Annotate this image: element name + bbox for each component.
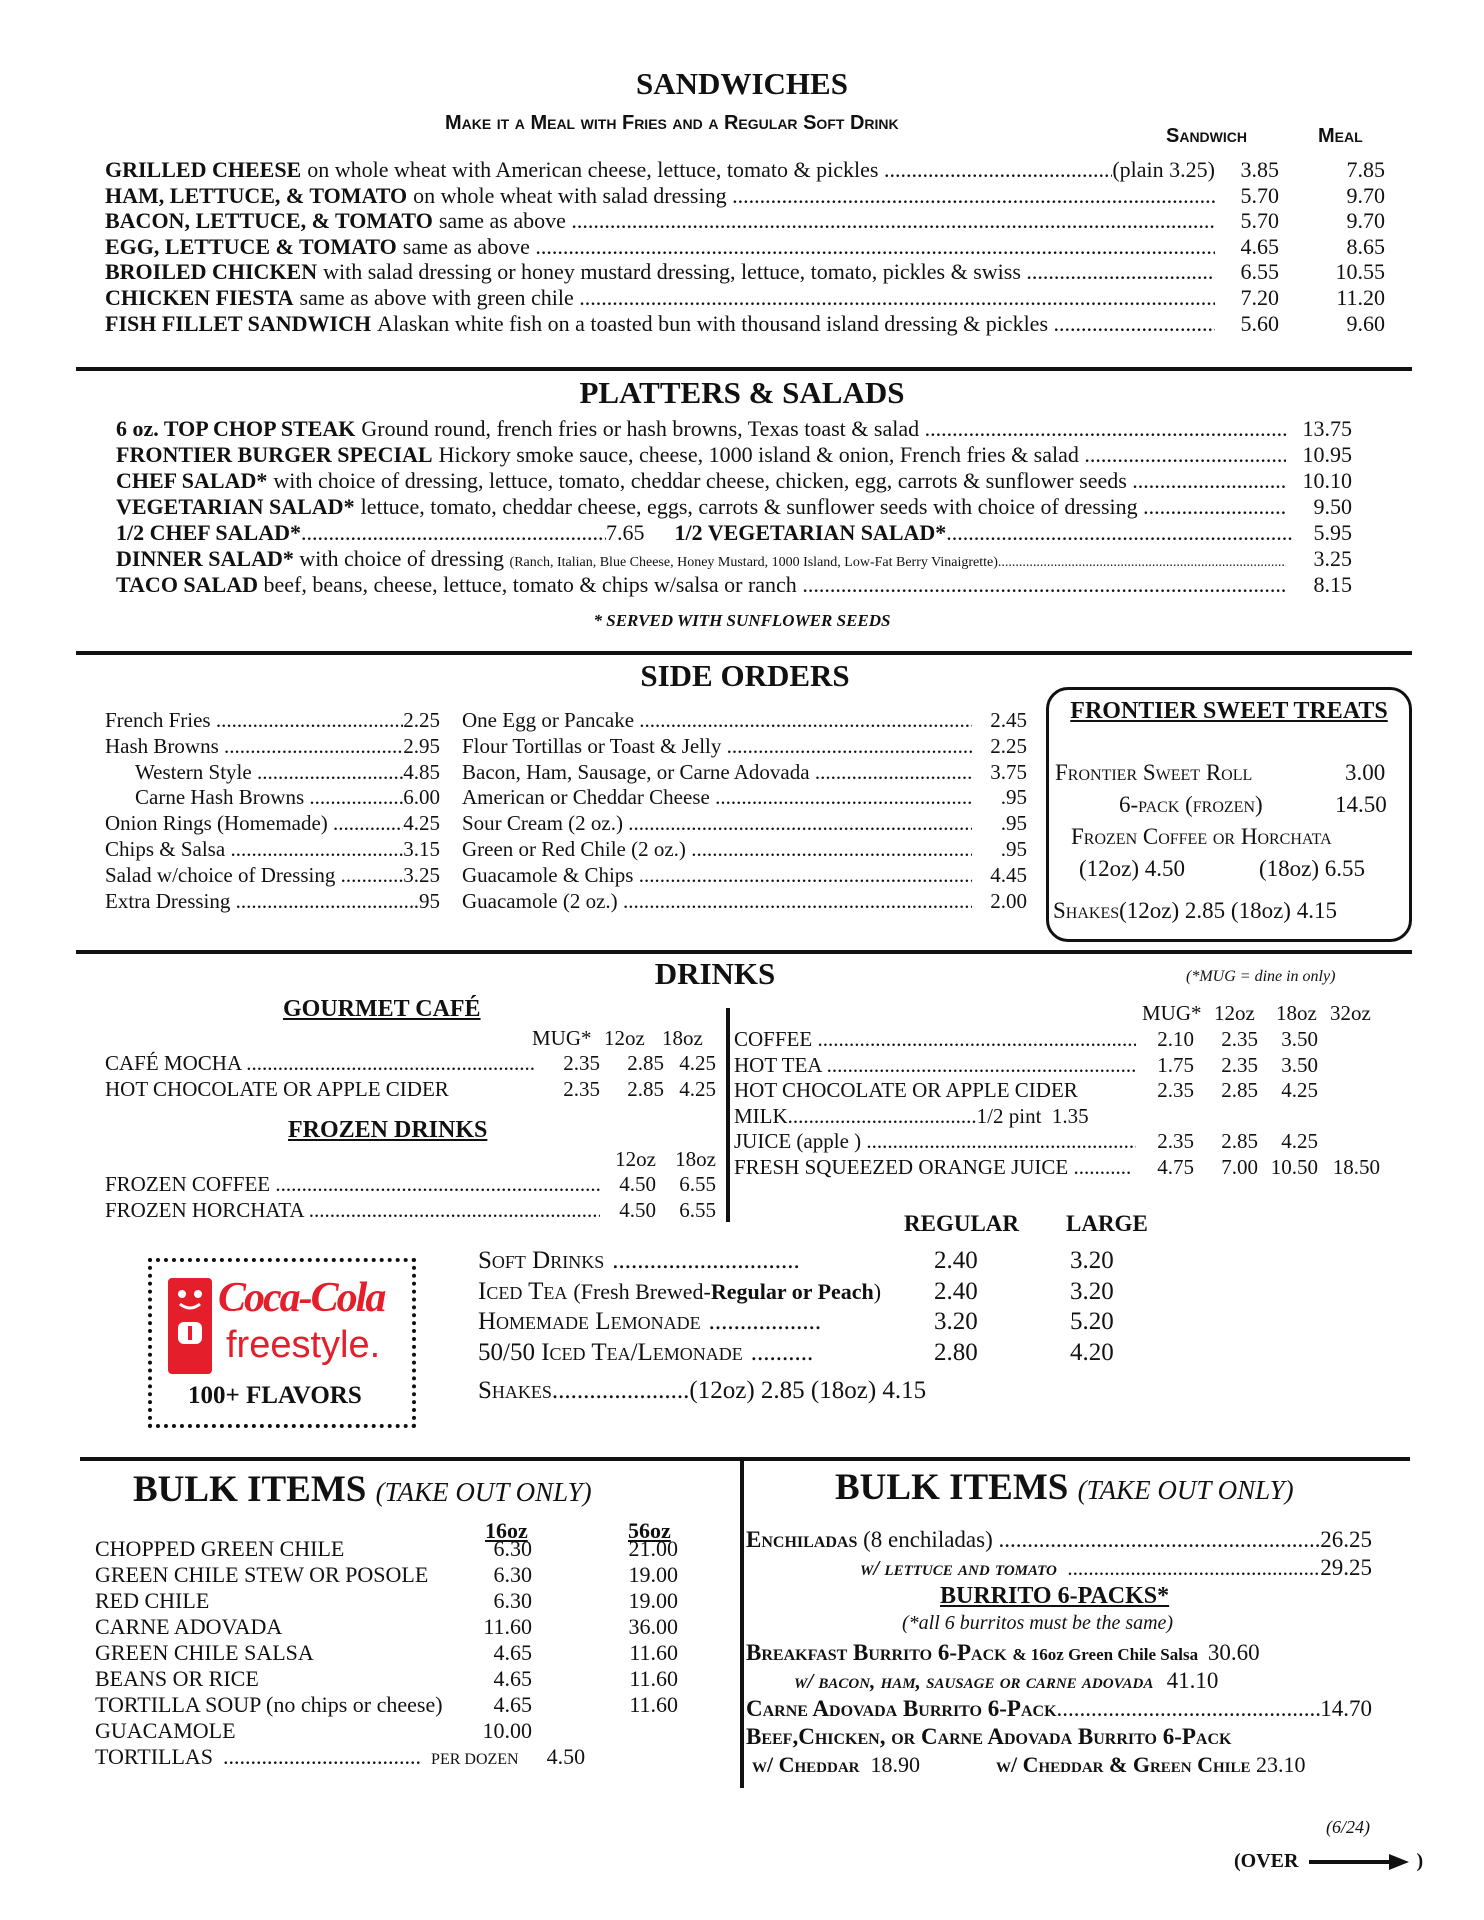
drinks-item	[734, 1104, 1089, 1129]
soft-regular: 2.40	[934, 1247, 978, 1274]
soft-item	[478, 1339, 813, 1367]
side-item	[462, 734, 1027, 759]
side-item	[135, 760, 440, 785]
side-price: 3.25	[403, 862, 440, 887]
bulk-16oz: 6.30	[493, 1588, 532, 1613]
col-sandwich: Sandwich	[1166, 125, 1247, 147]
gourmet-price: 2.85	[627, 1051, 664, 1075]
drinks-price: 3.50	[1281, 1052, 1318, 1077]
side-item	[462, 889, 1027, 914]
sandwich-note: (plain 3.25)	[1112, 157, 1215, 182]
soft-item	[478, 1247, 800, 1275]
col-meal: Meal	[1318, 125, 1363, 147]
drinks-item	[734, 1129, 1136, 1154]
side-price: 2.95	[403, 733, 440, 758]
platters-title: PLATTERS & SALADS	[579, 375, 905, 410]
sweet-frozen: Frozen Coffee or Horchata	[1071, 824, 1332, 849]
divider	[76, 651, 1412, 655]
bulk-item-name: GUACAMOLE	[95, 1718, 236, 1743]
col-large: LARGE	[1066, 1211, 1148, 1236]
drinks-price: 2.35	[1221, 1027, 1258, 1051]
platter-name: VEGETARIAN SALAD*	[116, 494, 355, 519]
cheddar-row: w/ Cheddar 18.90	[752, 1752, 921, 1777]
side-price: .95	[413, 888, 440, 913]
bulk-item-name: RED CHILE	[95, 1588, 210, 1613]
side-price: 3.75	[990, 759, 1027, 784]
soft-paren: )	[873, 1278, 882, 1304]
side-item	[105, 863, 440, 888]
sandwich-name: CHICKEN FIESTA	[105, 285, 294, 310]
platter-desc: with choice of dressing, lettuce, tomato, cheddar cheese, chicken, egg, carrots & sunflower seeds .....	[273, 468, 1286, 494]
sandwich-name: GRILLED CHEESE	[105, 157, 302, 182]
drinks-head: 32oz	[1330, 1001, 1371, 1025]
sweet-shakes: Shakes(12oz) 2.85 (18oz) 4.15	[1053, 898, 1337, 923]
sweet-frozen-12: (12oz) 4.50	[1079, 856, 1186, 881]
leader: ..............................	[612, 1247, 800, 1274]
frozen-price: 4.50	[619, 1172, 656, 1196]
drinks-price: 10.50	[1270, 1155, 1318, 1179]
divider	[80, 1457, 1410, 1461]
platter-row	[116, 494, 1352, 520]
side-item	[462, 837, 1027, 862]
side-price: .95	[1000, 837, 1027, 861]
gourmet-name: CAFÉ MOCHA .....	[105, 1051, 535, 1076]
bulk-item-name: TORTILLA SOUP (no chips or cheese)	[95, 1692, 443, 1717]
gourmet-title: GOURMET CAFÉ	[283, 996, 481, 1022]
coca-cola-logo: Coca-Cola	[218, 1275, 385, 1321]
dinner-name: DINNER SALAD*	[116, 546, 294, 571]
bulk-left-title: BULK ITEMS (TAKE OUT ONLY)	[133, 1469, 592, 1510]
side-name: Guacamole & Chips .....	[462, 863, 972, 888]
sandwich-price: 7.20	[1240, 285, 1279, 310]
side-item	[105, 708, 440, 733]
mug-note: (*MUG = dine in only)	[1186, 968, 1336, 985]
drinks-head: 12oz	[1214, 1001, 1255, 1025]
beef-row: Beef,Chicken, or Carne Adovada Burrito 6-Pack	[746, 1724, 1232, 1749]
drinks-price: 2.35	[1157, 1129, 1194, 1154]
menu-date: (6/24)	[1326, 1817, 1370, 1837]
bulk-divider	[740, 1458, 744, 1788]
soft-name: Soft Drinks	[478, 1247, 605, 1274]
bulk-head-56: 56oz	[628, 1518, 671, 1543]
drinks-price: 7.00	[1221, 1155, 1258, 1179]
platter-name: FRONTIER BURGER SPECIAL	[116, 442, 433, 467]
platter-desc: Hickory smoke sauce, cheese, 1000 island & onion, French fries & salad .....	[439, 442, 1286, 468]
gourmet-price: 2.35	[563, 1051, 600, 1075]
taco-salad-row: TACO SALAD beef, beans, cheese, lettuce, tomato & chips w/salsa or ranch ..... 8.15	[116, 572, 1352, 598]
enchiladas-row: Enchiladas (8 enchiladas) ..... 26.25	[746, 1527, 1372, 1553]
sandwiches-subtitle: Make it a Meal with Fries and a Regular Soft Drink	[445, 112, 899, 134]
platter-price: 10.10	[1302, 468, 1352, 493]
soft-large: 5.20	[1070, 1308, 1114, 1335]
sandwich-desc: same as above with green chile .....	[299, 285, 1215, 311]
gourmet-price: 2.85	[627, 1076, 664, 1101]
soft-large: 4.20	[1070, 1338, 1114, 1366]
sweet-roll-price: 3.00	[1345, 760, 1386, 785]
drinks-name: HOT TEA .....	[734, 1053, 1136, 1078]
half-chef-price: 7.65	[605, 520, 645, 545]
drinks-price: 4.75	[1157, 1155, 1194, 1179]
soft-name: 50/50 Iced Tea/Lemonade	[478, 1338, 743, 1366]
side-item	[105, 837, 440, 862]
coke-freestyle-box	[148, 1258, 416, 1428]
bulk-56oz: 11.60	[629, 1640, 678, 1665]
side-name: American or Cheddar Cheese .....	[462, 785, 972, 810]
side-name: Hash Browns .....	[105, 734, 403, 759]
soft-bold: Regular or Peach	[710, 1278, 874, 1304]
drinks-name: FRESH SQUEEZED ORANGE JUICE .....	[734, 1155, 1132, 1180]
gourmet-name: HOT CHOCOLATE OR APPLE CIDER	[105, 1076, 449, 1101]
sandwich-row	[105, 208, 1385, 234]
soft-large: 3.20	[1070, 1247, 1114, 1274]
sandwich-row	[105, 234, 1385, 260]
sandwich-name: HAM, LETTUCE, & TOMATO	[105, 182, 408, 208]
sandwich-name: BROILED CHICKEN	[105, 259, 318, 285]
drinks-name: MILK	[734, 1103, 788, 1128]
side-price: 2.25	[403, 708, 440, 732]
platter-row	[116, 442, 1352, 468]
gourmet-item	[105, 1077, 535, 1102]
platter-name: CHEF SALAD*	[116, 468, 268, 493]
sandwich-desc: with salad dressing or honey mustard dressing, lettuce, tomato, pickles & swiss .....	[323, 259, 1215, 285]
breakfast-row: Breakfast Burrito 6-Pack & 16oz Green Chile Salsa 30.60	[746, 1640, 1260, 1665]
side-name: Carne Hash Browns .....	[135, 785, 403, 810]
drinks-head: MUG*	[1142, 1001, 1202, 1025]
meal-price: 11.20	[1336, 285, 1385, 310]
side-name: Western Style .....	[135, 760, 403, 785]
side-item	[462, 811, 1027, 836]
drinks-price: 4.25	[1281, 1129, 1318, 1154]
platter-row	[116, 416, 1352, 442]
drinks-name: COFFEE .....	[734, 1027, 1136, 1052]
bulk-16oz: 4.65	[493, 1666, 532, 1691]
drinks-price: 4.25	[1281, 1078, 1318, 1103]
bulk-16oz: 6.30	[493, 1562, 532, 1587]
sandwich-desc: same as above .....	[439, 208, 1215, 234]
side-price: 2.00	[990, 888, 1027, 913]
sandwich-desc: same as above .....	[403, 234, 1215, 260]
bulk-16oz: 10.00	[482, 1718, 532, 1743]
soft-item	[478, 1278, 881, 1306]
sweet-roll: Frontier Sweet Roll	[1055, 760, 1253, 785]
side-name: Extra Dressing .....	[105, 889, 414, 914]
bulk-head-16: 16oz	[485, 1518, 528, 1543]
bulk-56oz: 19.00	[628, 1562, 678, 1587]
frozen-name: FROZEN COFFEE .....	[105, 1172, 600, 1197]
soft-regular: 3.20	[934, 1308, 978, 1335]
over-label[interactable]: (OVER )	[1234, 1850, 1424, 1872]
sandwich-row	[105, 285, 1385, 311]
side-item	[462, 785, 1027, 810]
side-name: Flour Tortillas or Toast & Jelly .....	[462, 734, 972, 759]
side-price: 2.25	[990, 733, 1027, 758]
bulk-16oz: 11.60	[483, 1614, 532, 1639]
side-name: Salad w/choice of Dressing .....	[105, 863, 403, 888]
drinks-price: 18.50	[1332, 1155, 1380, 1179]
side-item	[105, 811, 440, 836]
burrito-note: (*all 6 burritos must be the same)	[902, 1612, 1174, 1634]
sandwiches-title: SANDWICHES	[636, 66, 848, 101]
drinks-price: 2.85	[1221, 1129, 1258, 1154]
half-veg-name: 1/2 VEGETARIAN SALAD*	[674, 520, 947, 545]
drinks-price: 2.35	[1221, 1052, 1258, 1077]
side-price: 4.25	[403, 811, 440, 836]
half-veg-price: 5.95	[1313, 520, 1352, 545]
sandwich-price: 4.65	[1240, 233, 1279, 259]
leader: ..........	[750, 1338, 814, 1366]
gourmet-price: 2.35	[563, 1076, 600, 1101]
platter-row	[116, 468, 1352, 494]
sandwich-name: BACON, LETTUCE, & TOMATO	[105, 208, 433, 234]
sandwich-desc: on whole wheat with American cheese, lettuce, tomato & pickles .....	[307, 157, 1112, 183]
divider	[76, 367, 1412, 371]
side-name: Sour Cream (2 oz.) .....	[462, 811, 972, 836]
platters-footnote: * SERVED WITH SUNFLOWER SEEDS	[593, 611, 891, 630]
sandwich-row	[105, 259, 1385, 285]
freestyle-logo: freestyle.	[226, 1324, 381, 1366]
bulk-56oz: 11.60	[629, 1666, 678, 1691]
sweet-frozen-18: (18oz) 6.55	[1259, 856, 1366, 881]
half-chef-name: 1/2 CHEF SALAD*	[116, 520, 301, 545]
drinks-head: 18oz	[1276, 1001, 1317, 1025]
drinks-shakes: Shakes......................(12oz) 2.85 (18oz) 4.15	[478, 1377, 927, 1404]
freestyle-machine-icon	[166, 1276, 214, 1376]
sandwich-price: 3.85	[1240, 157, 1279, 182]
bulk-item-name: CHOPPED GREEN CHILE	[95, 1536, 345, 1561]
bulk-56oz: 19.00	[628, 1588, 678, 1613]
col-regular: REGULAR	[904, 1211, 1020, 1236]
frozen-head: 12oz	[615, 1147, 656, 1171]
bulk-right-title: BULK ITEMS (TAKE OUT ONLY)	[835, 1467, 1294, 1508]
soft-large: 3.20	[1070, 1277, 1114, 1305]
sandwich-price: 5.70	[1240, 182, 1279, 208]
sandwich-row	[105, 183, 1385, 209]
drinks-price: 2.85	[1221, 1078, 1258, 1103]
bulk-16oz: 4.65	[493, 1692, 532, 1717]
carne-row: Carne Adovada Burrito 6-Pack ..... 14.70	[746, 1696, 1372, 1722]
sandwich-row	[105, 311, 1385, 337]
bulk-16oz: 4.65	[493, 1640, 532, 1665]
side-price: 2.45	[990, 708, 1027, 732]
side-price: .95	[1000, 785, 1027, 810]
platter-name: 6 oz. TOP CHOP STEAK	[116, 416, 356, 441]
enchiladas-lt-row: w/ lettuce and tomato ..... 29.25	[860, 1555, 1372, 1581]
platter-price: 9.50	[1313, 494, 1352, 519]
side-item	[462, 760, 1027, 785]
side-price: 3.15	[403, 837, 440, 861]
meal-price: 8.65	[1346, 233, 1385, 259]
platter-price: 13.75	[1302, 416, 1352, 441]
burrito-title: BURRITO 6-PACKS*	[940, 1583, 1170, 1609]
sandwich-row	[105, 157, 1385, 183]
sweet-title: FRONTIER SWEET TREATS	[1070, 698, 1388, 724]
meal-price: 9.70	[1346, 208, 1385, 234]
bulk-item-name: BEANS OR RICE	[95, 1666, 259, 1691]
leader: ....................................	[787, 1103, 977, 1128]
tortillas-row: TORTILLAS .................................... PER DOZEN 4.50	[95, 1744, 586, 1769]
dinner-price: 3.25	[1313, 546, 1352, 571]
meal-price: 9.70	[1346, 182, 1385, 208]
bulk-item-name: GREEN CHILE SALSA	[95, 1640, 314, 1665]
side-item	[105, 734, 440, 759]
meal-price: 9.60	[1346, 310, 1385, 336]
taco-price: 8.15	[1313, 572, 1352, 597]
sweet-treats-box	[1046, 687, 1412, 942]
side-price: .95	[1000, 811, 1027, 836]
gourmet-price: 4.25	[679, 1051, 716, 1075]
meal-price: 10.55	[1335, 259, 1385, 285]
drinks-item	[734, 1053, 1136, 1078]
drinks-name: JUICE (apple ) .....	[734, 1129, 1136, 1154]
frozen-name: FROZEN HORCHATA .....	[105, 1198, 600, 1223]
frozen-item	[105, 1198, 600, 1223]
platter-price: 10.95	[1302, 442, 1352, 467]
drinks-price: 1/2 pint 1.35	[976, 1103, 1089, 1128]
gourmet-item	[105, 1051, 535, 1076]
drinks-price: 2.35	[1157, 1078, 1194, 1103]
sweet-pack-price: 14.50	[1335, 792, 1387, 817]
cheddar-green-row: w/ Cheddar & Green Chile 23.10	[996, 1752, 1306, 1777]
bulk-56oz: 21.00	[628, 1536, 678, 1561]
frozen-title: FROZEN DRINKS	[288, 1117, 488, 1143]
soft-name: Iced Tea	[478, 1277, 568, 1305]
side-name: Onion Rings (Homemade) .....	[105, 811, 403, 836]
soft-item	[478, 1308, 821, 1336]
side-name: Chips & Salsa .....	[105, 837, 403, 862]
frozen-price: 6.55	[679, 1197, 716, 1222]
meal-price: 7.85	[1346, 157, 1385, 182]
bulk-16oz: 6.30	[493, 1536, 532, 1561]
frozen-price: 6.55	[679, 1172, 716, 1196]
drinks-name: HOT CHOCOLATE OR APPLE CIDER	[734, 1078, 1078, 1103]
sandwich-name: FISH FILLET SANDWICH	[105, 310, 372, 336]
side-item	[135, 785, 440, 810]
side-item	[462, 863, 1027, 888]
sandwich-desc: Alaskan white fish on a toasted bun with thousand island dressing & pickles .....	[377, 311, 1215, 337]
frozen-price: 4.50	[619, 1197, 656, 1222]
side-name: Guacamole (2 oz.) .....	[462, 889, 972, 914]
gourmet-head: 12oz	[604, 1026, 645, 1050]
dinner-salad-row: DINNER SALAD* with choice of dressing (Ranch, Italian, Blue Cheese, Honey Mustard, 1000 Island, Low-Fat Berry Vinaigrette) ..... 3.25	[116, 546, 1352, 572]
sweet-pack: 6-pack (frozen)	[1119, 792, 1263, 817]
drinks-item	[734, 1078, 1134, 1103]
drinks-item	[734, 1155, 1132, 1180]
side-name: One Egg or Pancake .....	[462, 708, 972, 733]
sandwich-price: 6.55	[1240, 259, 1279, 285]
gourmet-price: 4.25	[679, 1076, 716, 1101]
bacon-row: w/ bacon, ham, sausage or carne adovada 41.10	[794, 1668, 1219, 1693]
half-salads-row	[116, 520, 1352, 546]
drinks-item	[734, 1027, 1136, 1052]
drinks-price: 2.10	[1157, 1027, 1194, 1051]
platter-desc: lettuce, tomato, cheddar cheese, eggs, carrots & sunflower seeds with choice of dressing .....	[361, 494, 1286, 520]
bulk-56oz: 36.00	[628, 1614, 678, 1639]
drinks-divider	[726, 1008, 730, 1222]
arrow-right-icon	[1305, 1854, 1409, 1870]
gourmet-head: MUG*	[532, 1026, 592, 1050]
side-price: 6.00	[403, 785, 440, 810]
side-item	[105, 889, 440, 914]
frozen-head: 18oz	[675, 1147, 716, 1171]
soft-regular: 2.80	[934, 1338, 978, 1366]
sandwich-price: 5.60	[1240, 310, 1279, 336]
drinks-title: DRINKS	[654, 956, 776, 991]
bulk-item-name: CARNE ADOVADA	[95, 1614, 283, 1639]
side-item	[462, 708, 1027, 733]
side-name: French Fries .....	[105, 708, 403, 733]
side-name: Green or Red Chile (2 oz.) .....	[462, 837, 972, 862]
sandwich-price: 5.70	[1240, 208, 1279, 234]
divider	[76, 950, 1412, 954]
sandwich-desc: on whole wheat with salad dressing .....	[413, 183, 1215, 209]
drinks-price: 1.75	[1157, 1052, 1194, 1077]
side-name: Bacon, Ham, Sausage, or Carne Adovada .....	[462, 760, 972, 785]
bulk-item-name: GREEN CHILE STEW OR POSOLE	[95, 1562, 429, 1587]
frozen-item	[105, 1172, 600, 1197]
side-price: 4.45	[990, 862, 1027, 887]
bulk-56oz: 11.60	[629, 1692, 678, 1717]
side-price: 4.85	[403, 759, 440, 784]
soft-name: Homemade Lemonade	[478, 1308, 701, 1335]
taco-name: TACO SALAD	[116, 572, 259, 597]
soft-regular: 2.40	[934, 1277, 978, 1305]
soft-extra: (Fresh Brewed-	[573, 1278, 711, 1304]
gourmet-head: 18oz	[662, 1026, 703, 1050]
drinks-price: 3.50	[1281, 1027, 1318, 1051]
platter-desc: Ground round, french fries or hash browns, Texas toast & salad .....	[361, 416, 1286, 442]
flavors-label: 100+ FLAVORS	[188, 1382, 362, 1409]
leader: ..................	[708, 1308, 822, 1335]
sides-title: SIDE ORDERS	[640, 658, 850, 693]
sandwich-name: EGG, LETTUCE & TOMATO	[105, 233, 397, 259]
